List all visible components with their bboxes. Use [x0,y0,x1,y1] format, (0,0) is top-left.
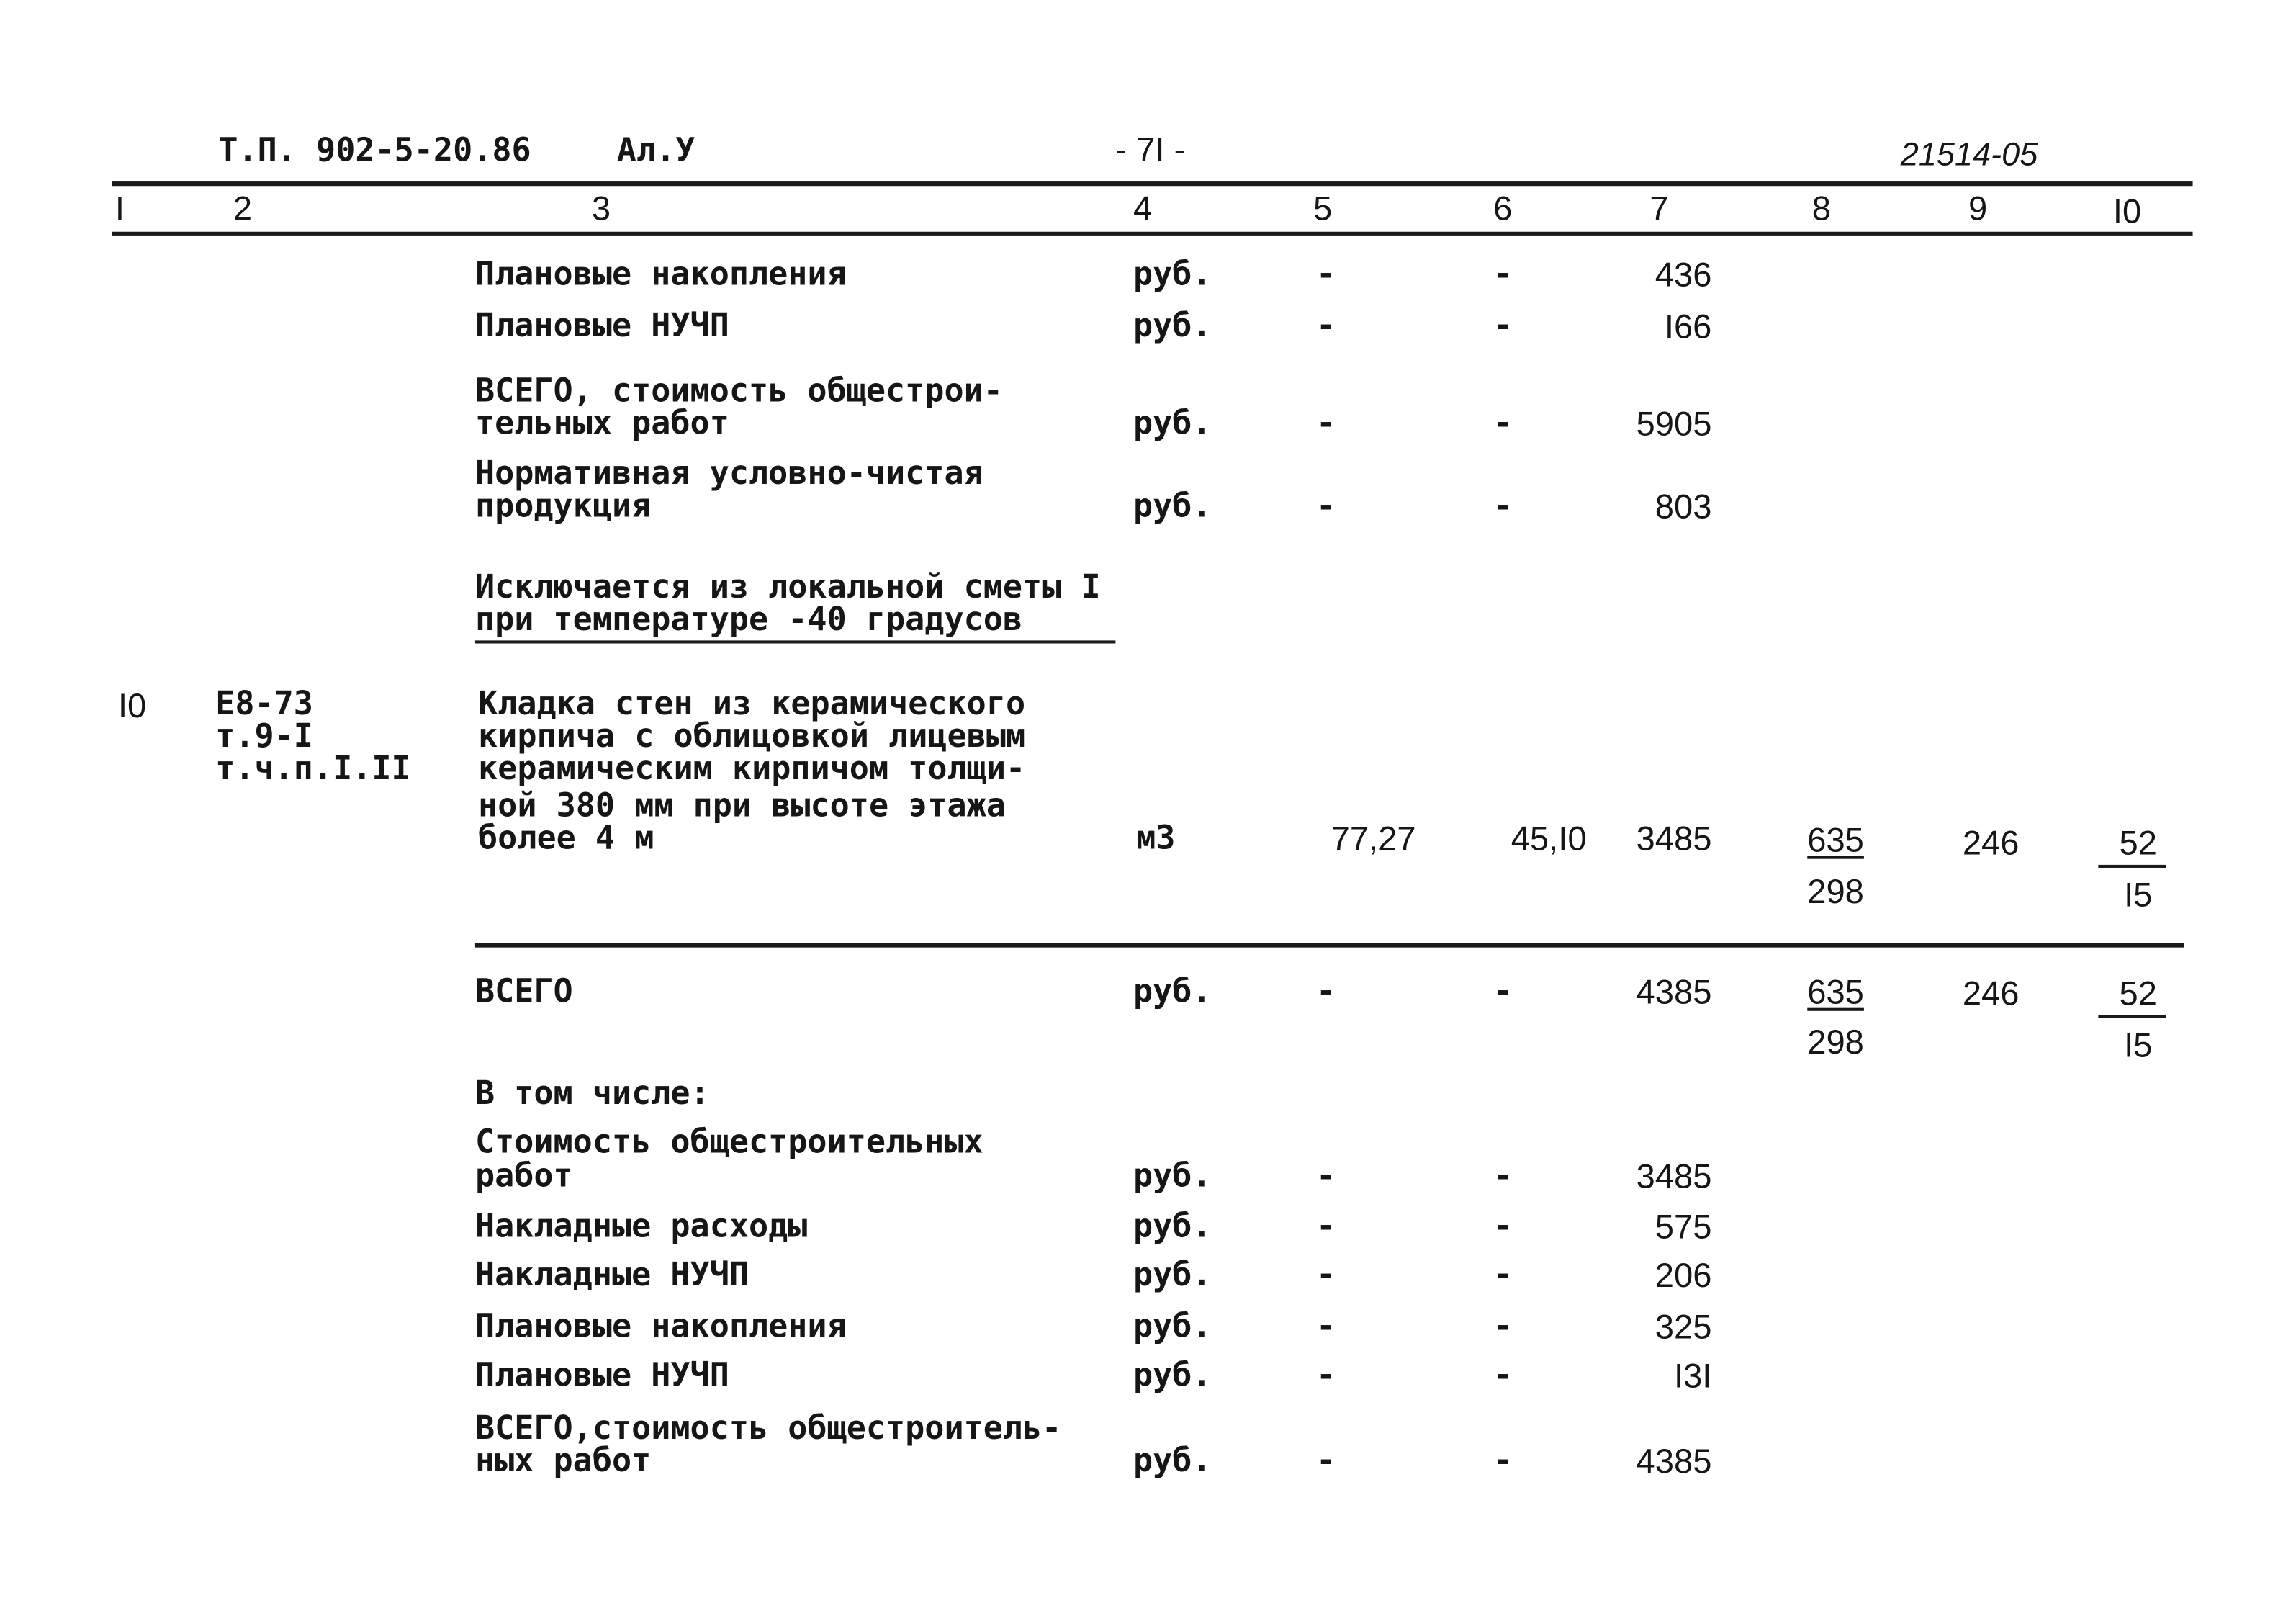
excluded-note-line2: при температуре -40 градусов [474,602,1023,639]
row-unit: руб. [1133,256,1212,294]
column-number-8: 8 [1811,189,1832,228]
row-name-line2: работ [474,1158,573,1195]
row-col6: - [1493,1257,1513,1295]
row-col5: - [1316,1308,1336,1346]
row-col6: - [1493,308,1513,346]
row-name-line2: ных работ [474,1443,652,1481]
column-number-5: 5 [1313,189,1333,228]
row-name: Плановые НУЧП [474,308,729,346]
row-unit: руб. [1133,1357,1212,1395]
row-name: Плановые НУЧП [474,1357,729,1395]
row-name-line1: ВСЕГО,стоимость общестроитель- [474,1411,1062,1448]
row-col5: - [1316,405,1336,443]
row-unit: руб. [1133,405,1212,443]
total-col8-top: 635 [1807,972,1864,1011]
row-col5: - [1316,1158,1336,1195]
including-label: В том числе: [474,1075,710,1113]
item-col9: 246 [1962,823,2020,862]
album-label: Ал.У [616,133,695,170]
row-col5: - [1316,488,1336,526]
row-col5: - [1316,256,1336,294]
row-col7: 5905 [1636,404,1712,443]
item-col7: 3485 [1636,819,1712,858]
row-name: Плановые накопления [474,1308,847,1346]
item-desc-line3: керамическим кирпичом толщи- [478,751,1026,789]
column-number-2: 2 [233,189,253,228]
column-number-4: 4 [1133,189,1153,228]
row-col7: 325 [1655,1307,1712,1346]
row-col6: - [1493,405,1513,443]
header-rule-bottom [112,232,2193,236]
total-col9: 246 [1962,974,2020,1013]
row-unit: руб. [1133,1443,1212,1481]
row-name-line2: тельных работ [474,405,729,443]
column-number-10: I0 [2112,192,2142,230]
item-col5: 77,27 [1331,819,1416,858]
total-name: ВСЕГО [474,974,573,1011]
total-col7: 4385 [1636,972,1712,1011]
total-col10-top: 52 [2119,974,2157,1013]
row-col6: - [1493,488,1513,526]
row-unit: руб. [1133,1208,1212,1246]
inventory-number: 21514-05 [1900,135,2038,173]
row-name-line1: Стоимость общестроительных [474,1124,983,1162]
row-unit: руб. [1133,1257,1212,1295]
row-col7: I3I [1673,1356,1712,1395]
item-col10-bottom: I5 [2124,875,2153,914]
row-name: Плановые накопления [474,256,847,294]
row-col5: - [1316,1257,1336,1295]
row-name: Накладные НУЧП [474,1257,749,1295]
row-col6: - [1493,1443,1513,1481]
total-col5: - [1316,974,1336,1011]
row-col5: - [1316,1208,1336,1246]
item-code-line1: Е8-73 [215,686,313,724]
row-name-line1: ВСЕГО, стоимость общестрои- [474,373,1003,410]
column-number-9: 9 [1968,189,1988,228]
column-number-7: 7 [1649,189,1669,228]
excluded-note-underline [475,640,1115,643]
row-col6: - [1493,1357,1513,1395]
row-col7: 3485 [1636,1157,1712,1195]
row-col6: - [1493,1308,1513,1346]
item-col8-top: 635 [1807,820,1864,859]
total-col10-fraction-line [2098,1015,2166,1018]
total-col10-bottom: I5 [2124,1025,2153,1064]
excluded-note-line1: Исключается из локальной сметы I [474,570,1101,607]
row-col7: 575 [1655,1207,1712,1246]
row-unit: руб. [1133,488,1212,526]
row-col6: - [1493,1158,1513,1195]
column-number-3: 3 [591,189,611,228]
total-col8-bottom: 298 [1807,1023,1864,1061]
row-col6: - [1493,256,1513,294]
row-col5: - [1316,1357,1336,1395]
row-col7: 206 [1655,1255,1712,1295]
item-col10-top: 52 [2119,823,2157,862]
row-col5: - [1316,308,1336,346]
item-col8-bottom: 298 [1807,872,1864,911]
page-number: - 7I - [1115,130,1186,169]
total-unit: руб. [1133,974,1212,1011]
item-desc-line5: более 4 м [478,820,654,858]
total-col6: - [1493,974,1513,1011]
row-name-line1: Нормативная условно-чистая [474,456,983,493]
item-desc-line2: кирпича с облицовкой лицевым [478,719,1026,756]
row-name-line2: продукция [474,488,652,526]
row-col7: 803 [1655,487,1712,526]
item-desc-line1: Кладка стен из керамического [478,686,1026,724]
doc-code: Т.П. 902-5-20.86 [218,133,531,170]
row-col6: - [1493,1208,1513,1246]
row-unit: руб. [1133,1308,1212,1346]
item-unit: м3 [1136,820,1176,858]
row-unit: руб. [1133,308,1212,346]
row-col7: 436 [1655,255,1712,294]
row-name: Накладные расходы [474,1208,808,1246]
column-number-1: I [114,189,125,228]
row-col5: - [1316,1443,1336,1481]
item-number: I0 [117,686,147,725]
row-col7: 4385 [1636,1442,1712,1481]
row-col7: I66 [1664,307,1712,346]
row-unit: руб. [1133,1158,1212,1195]
item-col10-fraction-line [2098,865,2166,868]
item-code-line3: т.ч.п.I.II [215,751,411,789]
item-col6: 45,I0 [1511,819,1587,858]
column-number-6: 6 [1493,189,1513,228]
item-desc-line4: ной 380 мм при высоте этажа [478,788,1006,825]
item-code-line2: т.9-I [215,719,313,756]
header-rule-top [112,181,2193,186]
total-separator-rule [475,943,2184,948]
